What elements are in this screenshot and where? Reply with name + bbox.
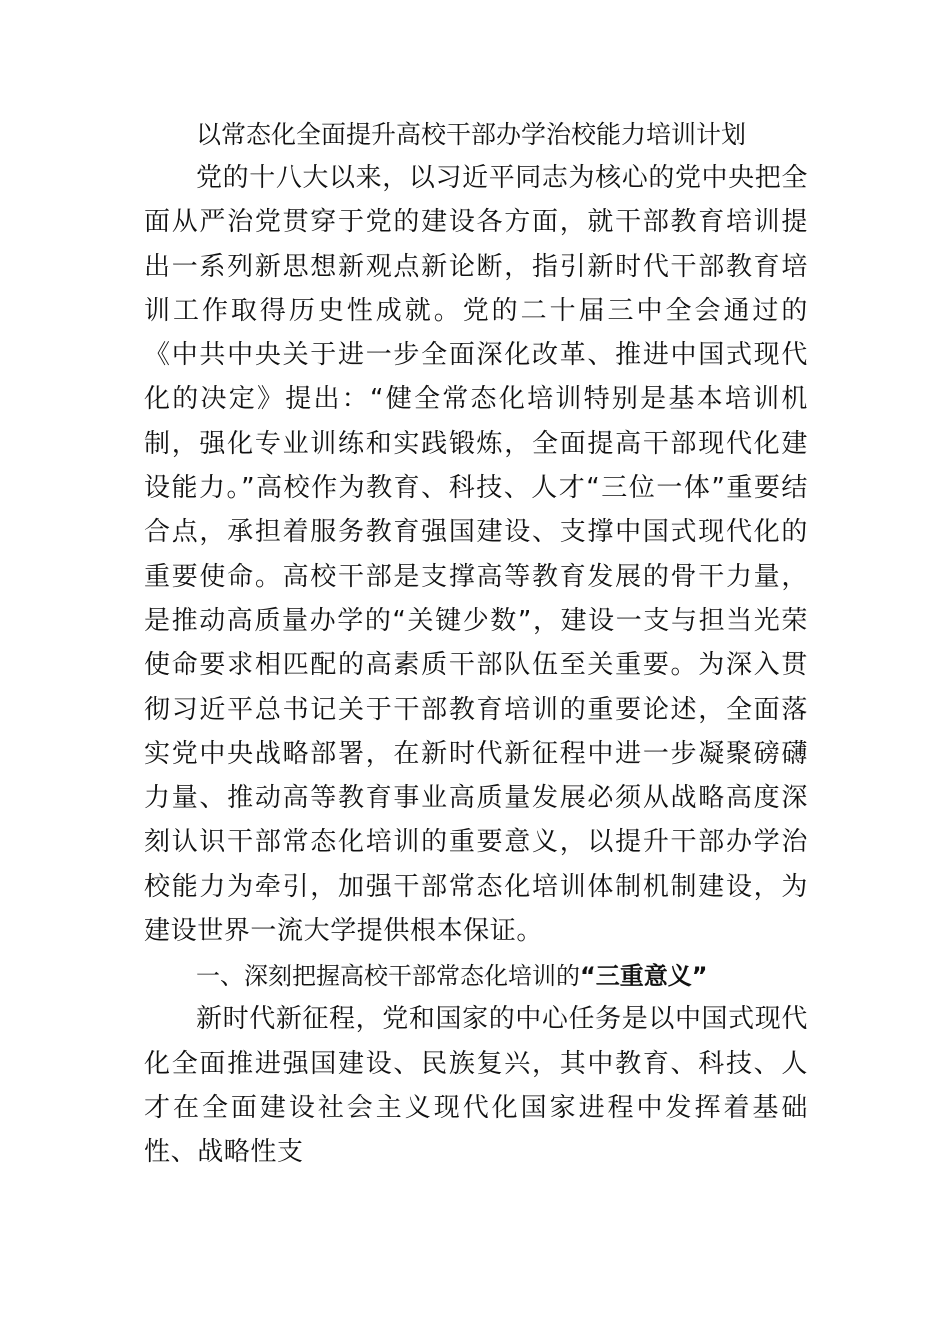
section-heading [144, 959, 808, 993]
document-title: 以常态化全面提升高校干部办学治校能力培训计划 [196, 120, 747, 149]
body-paragraph: 新时代新征程，党和国家的中心任务是以中国式现代化全面推进强国建设、民族复兴，其中教育、科技、人才在全面建设社会主义现代化国家进程中发挥着基础性、战略性支 [144, 1004, 808, 1168]
section-heading-quote: “三重意义” [580, 962, 708, 991]
body-paragraph: 党的十八大以来，以习近平同志为核心的党中央把全面从严治党贯穿于党的建设各方面，就干部教育培训提出一系列新思想新观点新论断，指引新时代干部教育培训工作取得历史性成就。党的二十届三中全会通过的《中共中央关于进一步全面深化改革、推进中国式现代化的决定》提出：“健全常态化培训特别是基本培训机制，强化专业训练和实践锻炼，全面提高干部现代化建设能力。”高校作为教育、科技、人才“三位一体”重要结合点，承担着服务教育强国建设、支撑中国式现代化的重要使命。高校干部是支撑高等教育发展的骨干力量，是推动高质量办学的“关键少数”，建设一支与担当光荣使命要求相匹配的高素质干部队伍至关重要。为深入贯彻习近平总书记关于干部教育培训的重要论述，全面落实党中央战略部署，在新时代新征程中进一步凝聚磅礴力量、推动高等教育事业高质量发展必须从战略高度深刻认识干部常态化培训的重要意义，以提升干部办学治校能力为牵引，加强干部常态化培训体制机制建设，为建设世界一流大学提供根本保证。 [144, 163, 808, 947]
document-page [144, 118, 808, 1175]
section-heading-text: 一、深刻把握高校干部常态化培训的 [196, 962, 580, 991]
